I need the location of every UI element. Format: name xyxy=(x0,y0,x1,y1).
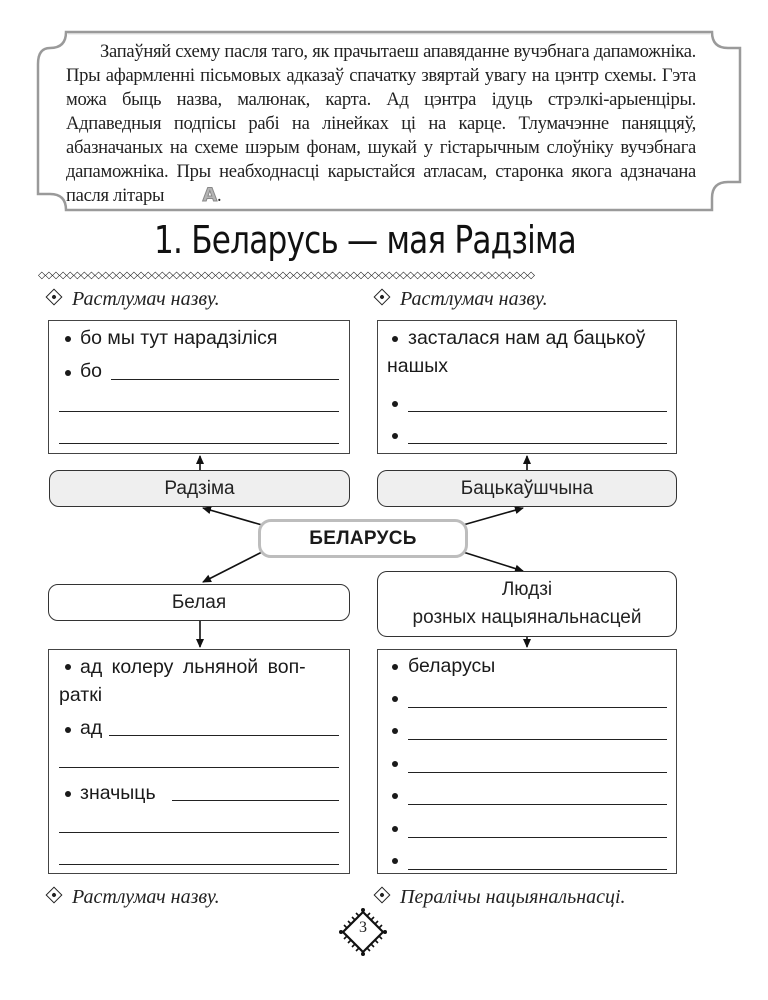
node-label: Бацькаўшчына xyxy=(460,477,594,499)
box-item-prefix: бо xyxy=(80,360,103,382)
answer-line[interactable] xyxy=(408,869,667,870)
answer-line[interactable] xyxy=(59,443,339,444)
node-center-belarus xyxy=(258,519,468,558)
hint-text: Пералічы нацыянальнасці. xyxy=(400,886,626,908)
box-item: бо мы тут нарадзіліся xyxy=(80,327,278,349)
bullet-icon xyxy=(392,696,398,702)
answer-line[interactable] xyxy=(408,707,667,708)
bullet-icon xyxy=(392,826,398,832)
hint-text: Растлумач назву. xyxy=(400,288,548,310)
box-item: засталася нам ад бацькоў xyxy=(408,327,646,349)
answer-line[interactable] xyxy=(59,864,339,865)
bullet-icon xyxy=(392,664,398,670)
answer-line[interactable] xyxy=(408,772,667,773)
answer-line[interactable] xyxy=(172,800,339,801)
bullet-icon xyxy=(392,728,398,734)
bullet-icon xyxy=(65,791,71,797)
answer-line[interactable] xyxy=(408,739,667,740)
diamond-bullet-icon xyxy=(374,887,391,904)
hint-bottom-left xyxy=(44,886,220,909)
instruction-end: . xyxy=(216,185,222,206)
instruction-body: Запаўняй схему пасля таго, як прачытаеш апавяданне вучэбнага дапаможніка. Пры афармленні пісьмовых адказаў спачатку звяртай увагу на цэнтр схемы. Гэта можа быць назва, малюнак, карта. Ад цэнтра ідуць стрэлкі-арыенціры. Адпаведныя подпісы рабі на лінейках ці на карце. Тлумачэнне паняццяў, абазначаных на схеме шэрым фонам, шукай у гістарычным слоўніку вучэбнага дапаможніка. Пры неабходнасці карыстайся атласам, старонка якога адзначана пасля літары xyxy=(66,41,696,206)
answer-line[interactable] xyxy=(59,767,339,768)
bullet-icon xyxy=(392,793,398,799)
node-lyudzi xyxy=(377,571,677,637)
bullet-icon xyxy=(65,370,71,376)
answer-line[interactable] xyxy=(408,837,667,838)
page-number-ornament xyxy=(337,906,389,958)
answer-box-belaya xyxy=(48,649,350,874)
page-number: 3 xyxy=(359,919,367,936)
node-label: Белая xyxy=(171,591,227,613)
bullet-icon xyxy=(392,761,398,767)
bullet-icon xyxy=(65,664,71,670)
answer-line[interactable] xyxy=(408,411,667,412)
hint-text: Растлумач назву. xyxy=(72,886,220,908)
hint-bottom-right xyxy=(372,886,626,909)
bullet-icon xyxy=(65,336,71,342)
node-belaya xyxy=(48,584,350,621)
answer-line[interactable] xyxy=(408,443,667,444)
hint-text: Растлумач назву. xyxy=(72,288,220,310)
box-item: беларусы xyxy=(408,655,496,677)
box-item-prefix: ад xyxy=(80,717,103,739)
node-radzima xyxy=(49,470,350,507)
answer-line[interactable] xyxy=(408,804,667,805)
bullet-icon xyxy=(392,401,398,407)
diamond-bullet-icon xyxy=(46,887,63,904)
box-item-cont: раткі xyxy=(59,684,103,706)
bullet-icon xyxy=(65,727,71,733)
bullet-icon xyxy=(392,336,398,342)
box-item-cont: нашых xyxy=(387,355,449,377)
node-batskaushchyna xyxy=(377,470,677,507)
bullet-icon xyxy=(392,858,398,864)
center-label: БЕЛАРУСЬ xyxy=(309,527,417,549)
box-item-prefix: значыць xyxy=(80,782,156,804)
answer-box-lyudzi xyxy=(377,649,677,874)
answer-line[interactable] xyxy=(111,379,339,380)
answer-line[interactable] xyxy=(59,832,339,833)
box-item: ад колеру льняной воп- xyxy=(80,656,306,678)
answer-line[interactable] xyxy=(59,411,339,412)
node-label: Радзіма xyxy=(164,477,235,499)
atlas-letter-icon: A xyxy=(202,184,217,206)
node-label: Людзі xyxy=(501,579,553,600)
bullet-icon xyxy=(392,433,398,439)
ornament-divider: ◇◇◇◇◇◇◇◇◇◇◇◇◇◇◇◇◇◇◇◇◇◇◇◇◇◇◇◇◇◇◇◇◇◇◇◇◇◇◇◇◇◇◇◇◇◇◇◇◇◇◇◇◇◇◇◇◇◇◇◇◇◇◇◇◇◇◇◇◇◇ xyxy=(38,270,535,281)
answer-line[interactable] xyxy=(109,735,339,736)
node-label: розных нацыянальнасцей xyxy=(412,607,642,628)
page-title: 1. Беларусь — мая Радзіма xyxy=(154,218,576,262)
